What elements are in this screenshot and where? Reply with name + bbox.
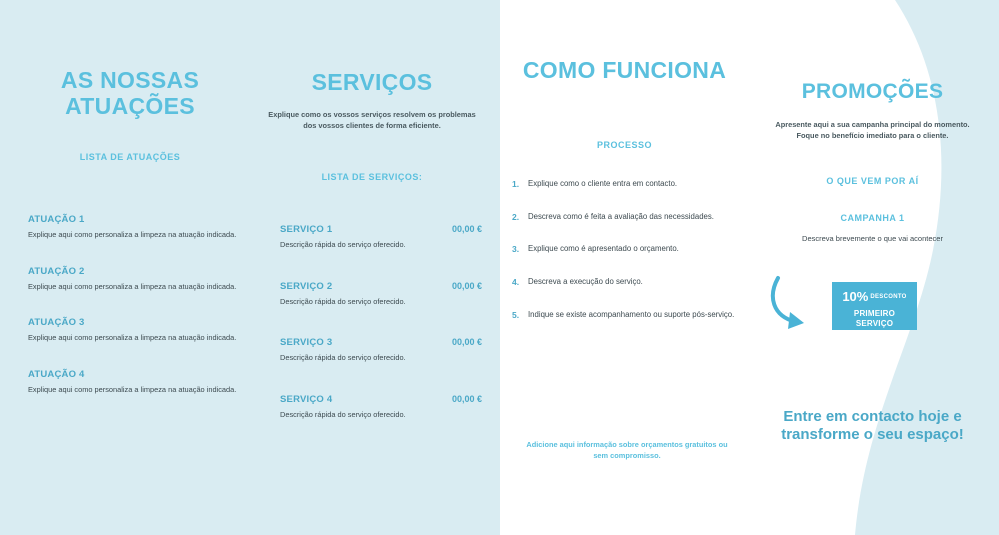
item-description: Descrição rápida do serviço oferecido.	[280, 410, 406, 420]
cta-line-1: Entre em contacto hoje e	[783, 408, 962, 425]
item-description: Descrição rápida do serviço oferecido.	[280, 353, 406, 363]
discount-sub-line2: SERVIÇO	[855, 319, 894, 328]
item-title: SERVIÇO 4	[280, 394, 333, 406]
campaign-description: Descreva brevemente o que vai acontecer	[802, 234, 943, 243]
item-price: 00,00 €	[451, 394, 482, 405]
list-item	[28, 214, 238, 241]
campaign-title: CAMPANHA 1	[840, 213, 905, 223]
col3-steps	[512, 178, 737, 341]
item-description: Explique aqui como personaliza a limpeza na atuação indicada.	[28, 281, 237, 291]
column-promocoes	[760, 0, 985, 535]
item-description: Descrição rápida do serviço oferecido.	[280, 240, 406, 249]
item-title: SERVIÇO 3	[280, 337, 333, 349]
col4-title: PROMOÇÕES	[801, 80, 944, 103]
item-description: Explique aqui como personaliza a limpeza na atuação indicada.	[28, 385, 237, 395]
discount-percent: 10%	[842, 289, 869, 305]
col2-title: SERVIÇOS	[311, 69, 433, 95]
item-title: ATUAÇÃO 2	[28, 265, 85, 277]
discount-label: DESCONTO	[870, 293, 907, 300]
promo-badge	[770, 272, 980, 350]
step-text: Descreva como é feita a avaliação das necessidades.	[528, 211, 714, 221]
item-price: 00,00 €	[451, 337, 482, 348]
list-item	[512, 243, 737, 255]
list-item	[512, 276, 737, 288]
col1-subhead: LISTA DE ATUAÇÕES	[79, 152, 181, 162]
list-item	[512, 309, 737, 321]
step-text: Explique como é apresentado o orçamento.	[528, 244, 679, 254]
step-number: 2.	[512, 211, 520, 222]
col2-list	[280, 224, 482, 451]
item-price: 00,00 €	[451, 280, 482, 291]
item-price: 00,00 €	[451, 224, 482, 234]
list-item	[280, 281, 482, 308]
list-item	[28, 266, 238, 293]
item-title: ATUAÇÃO 4	[28, 369, 85, 381]
step-text: Explique como o cliente entra em contacto.	[528, 179, 678, 188]
discount-sub-line1: PRIMEIRO	[853, 309, 896, 318]
item-title: ATUAÇÃO 1	[28, 214, 85, 225]
item-description: Descrição rápida do serviço oferecido.	[280, 296, 406, 306]
list-item	[280, 394, 482, 421]
item-title: ATUAÇÃO 3	[28, 317, 85, 329]
col2-subhead: LISTA DE SERVIÇOS:	[321, 172, 423, 182]
col3-footnote: Adicione aqui informação sobre orçamentos gratuitos ou sem compromisso.	[526, 440, 728, 460]
step-number: 5.	[512, 309, 520, 320]
cta-block	[760, 408, 985, 445]
column-servicos	[262, 0, 482, 535]
col4-blurb: Apresente aqui a sua campanha principal do momento. Foque no benefício imediato para o cliente.	[775, 120, 970, 140]
item-description: Explique aqui como personaliza a limpeza na atuação indicada.	[28, 333, 237, 343]
col2-blurb: Explique como os vossos serviços resolvem os problemas dos vossos clientes de forma eficiente.	[268, 110, 476, 130]
list-item	[280, 337, 482, 364]
step-text: Indique se existe acompanhamento ou suporte pós-serviço.	[528, 309, 735, 319]
col1-list	[28, 214, 238, 421]
column-como-funciona	[512, 0, 737, 535]
list-item	[28, 369, 238, 396]
col3-subhead: PROCESSO	[596, 140, 652, 150]
item-title: SERVIÇO 2	[280, 280, 333, 292]
col4-subhead: O QUE VEM POR AÍ	[826, 176, 919, 186]
item-title: SERVIÇO 1	[280, 224, 333, 235]
step-text: Descreva a execução do serviço.	[528, 277, 643, 287]
discount-badge-box	[832, 282, 917, 330]
list-item	[512, 178, 737, 190]
list-item	[512, 211, 737, 223]
cta-line-2: transforme o seu espaço!	[781, 426, 964, 444]
col3-title: COMO FUNCIONA	[522, 57, 727, 83]
item-description: Explique aqui como personaliza a limpeza na atuação indicada.	[28, 230, 237, 239]
step-number: 3.	[512, 244, 520, 255]
col1-title: AS NOSSAS ATUAÇÕES	[60, 67, 200, 119]
step-number: 4.	[512, 277, 520, 288]
list-item	[280, 224, 482, 251]
column-atuacoes	[20, 0, 240, 535]
list-item	[28, 317, 238, 344]
step-number: 1.	[512, 179, 520, 189]
